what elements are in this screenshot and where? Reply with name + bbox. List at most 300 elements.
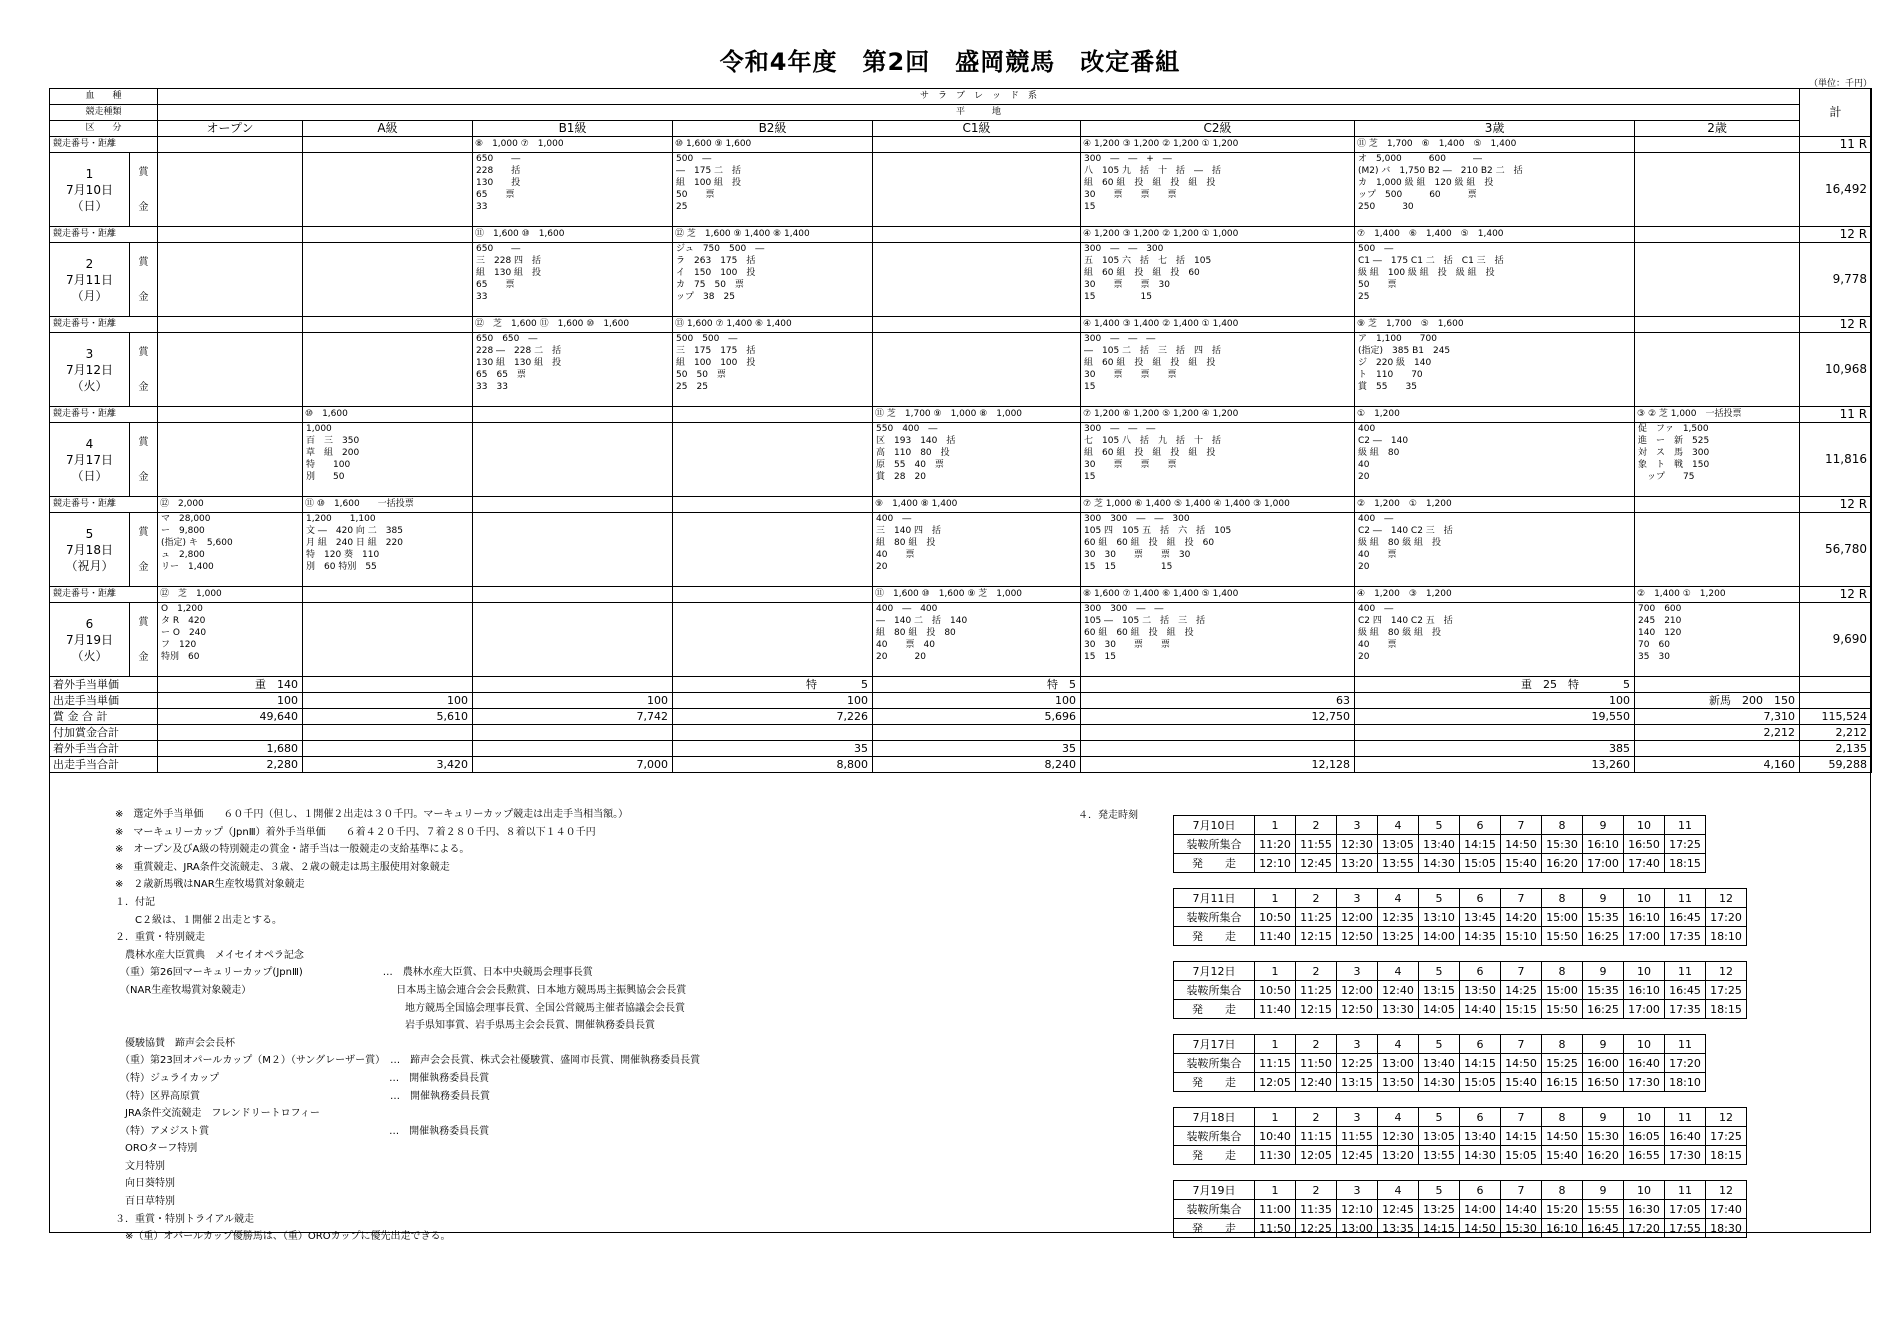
schedule-cell: 13:55 [1378,854,1419,873]
note-line: ※ 選定外手当単価 ６０千円（但し、１開催２出走は３０千円。マーキュリーカップ競走は出走手当相当額。） [115,809,629,820]
summary-cell [473,677,673,693]
day-prize-row [50,423,1872,497]
schedule-cell: 12:30 [1337,835,1378,854]
schedule-cell: 17:20 [1624,1219,1665,1238]
schedule-cell: 13:40 [1419,835,1460,854]
summary-total [1800,693,1872,709]
schedule-cell: 11:40 [1255,927,1296,946]
race-distance-row [50,497,1872,513]
race-distance-cell [873,317,1081,333]
summary-cell [673,725,873,741]
prize-cell: 650 ― 三 228 四 括 組 130 組 投 65 票 33 [473,243,673,317]
prize-cell: 500 ― C1 ― 175 C1 二 括 C1 三 括 級 組 100 級 組 投 級 組 投 50 票 25 [1355,243,1635,317]
prize-cell [303,243,473,317]
prize-cell: 500 500 ― 三 175 175 括 組 100 100 投 50 50 票 25 25 [673,333,873,407]
race-distance-cell [673,407,873,423]
schedule-cell: 12:50 [1337,927,1378,946]
schedule-cell: 10 [1624,816,1665,835]
schedule-cell: 12:25 [1337,1054,1378,1073]
schedule-cell: 14:50 [1501,1054,1542,1073]
schedule-cell: 8 [1542,889,1583,908]
note-line: C２級は、１開催２出走とする。 [115,914,282,926]
start-times-label: ４．発走時刻 [1078,810,1138,821]
schedule-row-label: 装鞍所集合 [1174,835,1255,854]
schedule-cell: 5 [1419,1108,1460,1127]
schedule-cell: 13:45 [1460,908,1501,927]
prize-cell [1635,513,1800,587]
summary-cell: 385 [1355,741,1635,757]
schedule-cell: 15:00 [1542,981,1583,1000]
prize-label [130,423,158,497]
schedule-cell: 16:45 [1583,1219,1624,1238]
day-label [50,243,130,317]
schedule-cell: 10 [1624,1108,1665,1127]
race-distance-row [50,317,1872,333]
schedule-cell: 3 [1337,1035,1378,1054]
note-line: ※（重）オパールカップ優勝馬は、（重）OROカップに優先出走できる。 [115,1231,451,1243]
schedule-cell: 15:00 [1542,908,1583,927]
schedule-cell: 17:25 [1706,981,1747,1000]
schedule-cell: 12:35 [1378,908,1419,927]
race-distance-cell: ④ 1,200 ③ 1,200 ② 1,200 ① 1,000 [1081,227,1355,243]
summary-cell: 特 5 [673,677,873,693]
prize-cell [1635,333,1800,407]
schedule-cell: 7 [1501,1108,1542,1127]
prize-cell [303,153,473,227]
schedule-cell: 15:40 [1542,1146,1583,1165]
race-distance-cell: ⑨ 1,400 ⑧ 1,400 [873,497,1081,513]
schedule-cell: 15:55 [1583,1200,1624,1219]
schedule-cell: 13:00 [1337,1219,1378,1238]
class-header-7: 2歳 [1635,121,1800,137]
race-distance-cell [1635,317,1800,333]
schedule-cell: 16:25 [1583,1000,1624,1019]
schedule-cell: 4 [1378,816,1419,835]
schedule-cell: 16:10 [1542,1219,1583,1238]
schedule-cell: 6 [1460,889,1501,908]
schedule-cell: 18:15 [1706,1146,1747,1165]
note-line: （特）区界高原賞 … 開催執務委員長賞 [115,1090,490,1102]
schedule-cell: 16:15 [1542,1073,1583,1092]
schedule-cell: 11 [1665,1108,1706,1127]
prize-cell: 550 400 ― 区 193 140 括 高 110 80 投 原 55 40 票 賞 28 20 [873,423,1081,497]
day-date: 7月10日 [66,182,113,197]
page-title: 令和4年度 第2回 盛岡競馬 改定番組 [719,48,1181,76]
schedule-cell: 16:30 [1624,1200,1665,1219]
schedule-cell: 12:30 [1378,1127,1419,1146]
schedule-cell: 12:40 [1296,1073,1337,1092]
summary-total: 2,212 [1800,725,1872,741]
race-label: 競走番号・距離 [50,227,158,243]
summary-cell: 7,226 [673,709,873,725]
note-line: 百日草特別 [115,1196,175,1208]
schedule-cell: 18:10 [1706,927,1747,946]
race-distance-cell: ⑬ 1,600 ⑦ 1,400 ⑥ 1,400 [673,317,873,333]
summary-row [50,693,1872,709]
note-line: ※ マーキュリーカップ（JpnⅢ）着外手当単価 ６着４２０千円、７着２８０千円、８着以下１４０千円 [115,826,596,838]
day-date: 7月17日 [66,452,113,467]
note-line: 農林水産大臣賞典 メイセイオペラ記念 [115,949,304,961]
start-time-table [1173,888,1747,946]
note-line: JRA条件交流競走 フレンドリートロフィー [115,1108,320,1120]
summary-cell [873,725,1081,741]
schedule-cell: 10 [1624,889,1665,908]
type-label: 競走種類 [50,105,158,121]
day-prize-row [50,333,1872,407]
schedule-row-label: 装鞍所集合 [1174,908,1255,927]
day-no: 2 [85,256,94,271]
day-label [50,603,130,677]
schedule-cell: 9 [1583,1181,1624,1200]
race-distance-cell: ⑨ 芝 1,700 ⑤ 1,600 [1355,317,1635,333]
schedule-cell: 10:50 [1255,981,1296,1000]
schedule-cell: 6 [1460,962,1501,981]
race-label: 競走番号・距離 [50,407,158,423]
note-line: ※ 重賞競走、JRA条件交流競走、３歳、２歳の競走は馬主服使用対象競走 [115,861,450,873]
schedule-cell: 7 [1501,1035,1542,1054]
schedule-row-label: 7月17日 [1174,1035,1255,1054]
schedule-row-label: 7月10日 [1174,816,1255,835]
prize-total: 56,780 [1800,513,1872,587]
schedule-cell: 12:05 [1296,1146,1337,1165]
race-distance-cell [158,317,303,333]
prize-total: 10,968 [1800,333,1872,407]
schedule-cell: 17:05 [1665,1200,1706,1219]
schedule-row-label: 発 走 [1174,1000,1255,1019]
schedule-cell: 14:50 [1542,1127,1583,1146]
summary-label: 出走手当合計 [50,757,158,773]
schedule-cell: 18:15 [1706,1000,1747,1019]
start-time-table [1173,961,1747,1019]
schedule-cell: 11:15 [1255,1054,1296,1073]
day-dow: （月） [71,288,108,303]
schedule-row-label: 7月12日 [1174,962,1255,981]
race-distance-cell: ⑪ 芝 1,700 ⑥ 1,400 ⑤ 1,400 [1355,137,1635,153]
schedule-cell: 11:20 [1255,835,1296,854]
schedule-cell: 14:15 [1501,1127,1542,1146]
schedule-cell: 4 [1378,889,1419,908]
schedule-cell: 8 [1542,1181,1583,1200]
schedule-cell: 12:15 [1296,1000,1337,1019]
schedule-cell: 17:20 [1665,1054,1706,1073]
race-distance-cell: ④ 1,200 ③ 1,200 ② 1,200 ① 1,200 [1081,137,1355,153]
prize-char: 金 [138,291,149,303]
schedule-cell: 14:30 [1460,1146,1501,1165]
schedule-cell: 17:40 [1624,854,1665,873]
note-line: （特）ジュライカップ … 開催執務委員長賞 [115,1072,490,1084]
schedule-cell: 11:25 [1296,908,1337,927]
schedule-cell: 15:40 [1501,854,1542,873]
prize-cell: マ 28,000 ー 9,800 (指定) キ 5,600 ュ 2,800 リー 1,400 [158,513,303,587]
note-line: ※ オープン及びA級の特別競走の賞金・諸手当は一般競走の支給基準による。 [115,844,470,856]
races-total: 12 R [1800,317,1872,333]
schedule-cell: 14:40 [1501,1200,1542,1219]
start-time-table [1173,815,1706,873]
summary-total: 59,288 [1800,757,1872,773]
prize-cell [473,513,673,587]
schedule-cell: 1 [1255,816,1296,835]
summary-cell: 12,128 [1081,757,1355,773]
day-dow: （火） [71,378,108,393]
prize-cell [673,603,873,677]
class-row [50,121,1872,137]
summary-total: 2,135 [1800,741,1872,757]
schedule-cell: 14:05 [1419,1000,1460,1019]
day-prize-row [50,603,1872,677]
schedule-cell: 11:35 [1296,1200,1337,1219]
race-distance-cell [1635,497,1800,513]
summary-cell: 特 5 [873,677,1081,693]
prize-cell [473,423,673,497]
schedule-cell: 16:50 [1583,1073,1624,1092]
schedule-cell: 14:30 [1419,854,1460,873]
race-distance-cell [158,137,303,153]
summary-cell: 100 [673,693,873,709]
prize-cell: 300 ― ― 300 五 105 六 括 七 括 105 組 60 組 投 組 投 60 30 票 票 30 15 15 [1081,243,1355,317]
prize-char: 金 [138,381,149,393]
schedule-cell: 7 [1501,816,1542,835]
schedule-cell: 13:10 [1419,908,1460,927]
schedule-cell: 13:15 [1419,981,1460,1000]
schedule-row-label: 装鞍所集合 [1174,981,1255,1000]
race-distance-cell: ⑪ ⑩ 1,600 一括投票 [303,497,473,513]
summary-cell: 1,680 [158,741,303,757]
prize-cell [158,153,303,227]
prize-char: 金 [138,651,149,663]
summary-label: 着外手当単価 [50,677,158,693]
day-date: 7月19日 [66,632,113,647]
prize-cell [158,423,303,497]
summary-total: 115,524 [1800,709,1872,725]
summary-cell [303,677,473,693]
schedule-cell: 10 [1624,962,1665,981]
schedule-cell: 4 [1378,1035,1419,1054]
schedule-cell: 11 [1665,816,1706,835]
schedule-cell: 13:50 [1460,981,1501,1000]
prize-label [130,333,158,407]
schedule-row-label: 発 走 [1174,1146,1255,1165]
prize-cell [158,243,303,317]
schedule-cell: 17:30 [1624,1073,1665,1092]
prize-cell: 650 650 ― 228 ― 228 二 括 130 組 130 組 投 65 65 票 33 33 [473,333,673,407]
race-distance-cell: ③ ② 芝 1,000 一括投票 [1635,407,1800,423]
schedule-cell: 2 [1296,889,1337,908]
schedule-cell: 12:45 [1378,1200,1419,1219]
prize-cell [873,333,1081,407]
prize-cell: 300 300 ― ― 105 ― 105 二 括 三 括 60 組 60 組 投 組 投 30 30 票 票 15 15 [1081,603,1355,677]
summary-cell: 12,750 [1081,709,1355,725]
schedule-cell: 5 [1419,962,1460,981]
schedule-cell: 15:25 [1542,1054,1583,1073]
schedule-cell: 15:30 [1542,835,1583,854]
schedule-cell: 13:20 [1378,1146,1419,1165]
schedule-cell: 17:25 [1706,1127,1747,1146]
summary-cell: 35 [673,741,873,757]
prize-cell: ア 1,100 700 (指定) 385 B1 245 ジ 220 級 140 ト 110 70 賞 55 35 [1355,333,1635,407]
prize-cell: 300 300 ― ― 300 105 四 105 五 括 六 括 105 60 組 60 組 投 組 投 60 30 30 票 票 30 15 15 15 [1081,513,1355,587]
schedule-row-label: 7月19日 [1174,1181,1255,1200]
schedule-cell: 14:20 [1501,908,1542,927]
day-label [50,333,130,407]
summary-cell: 13,260 [1355,757,1635,773]
schedule-cell: 4 [1378,962,1419,981]
summary-cell: 100 [473,693,673,709]
summary-label: 賞 金 合 計 [50,709,158,725]
class-header-4: C1級 [873,121,1081,137]
schedule-cell: 16:40 [1665,1127,1706,1146]
day-prize-row [50,513,1872,587]
schedule-cell: 12:45 [1296,854,1337,873]
schedule-cell: 7 [1501,889,1542,908]
race-distance-cell: ① 1,200 [1355,407,1635,423]
schedule-cell: 16:10 [1583,835,1624,854]
schedule-cell: 15:50 [1542,1000,1583,1019]
schedule-cell: 15:15 [1501,1000,1542,1019]
summary-label: 出走手当単価 [50,693,158,709]
schedule-cell: 16:25 [1583,927,1624,946]
prize-label [130,513,158,587]
note-line: 文月特別 [115,1160,165,1172]
schedule-cell: 3 [1337,962,1378,981]
schedule-cell: 8 [1542,1035,1583,1054]
race-distance-cell: ⑧ 1,600 ⑦ 1,400 ⑥ 1,400 ⑤ 1,400 [1081,587,1355,603]
schedule-cell: 15:40 [1501,1073,1542,1092]
schedule-cell: 16:00 [1583,1054,1624,1073]
schedule-cell: 13:05 [1378,835,1419,854]
race-distance-row [50,407,1872,423]
prize-cell [673,423,873,497]
class-header-2: B1級 [473,121,673,137]
note-line: １．付記 [115,896,155,908]
class-header-0: オープン [158,121,303,137]
summary-cell: 2,212 [1635,725,1800,741]
schedule-cell: 12:50 [1337,1000,1378,1019]
schedule-cell: 14:40 [1460,1000,1501,1019]
summary-label: 着外手当合計 [50,741,158,757]
race-distance-cell [473,497,673,513]
race-distance-row [50,227,1872,243]
prize-char: 金 [138,561,149,573]
schedule-cell: 1 [1255,962,1296,981]
schedule-cell: 13:25 [1419,1200,1460,1219]
prize-cell [1635,243,1800,317]
races-total: 12 R [1800,497,1872,513]
prize-cell: 1,000 百 三 350 草 組 200 特 100 別 50 [303,423,473,497]
race-distance-cell [473,407,673,423]
schedule-cell: 18:15 [1665,854,1706,873]
race-distance-cell: ⑪ 1,600 ⑩ 1,600 ⑨ 芝 1,000 [873,587,1081,603]
prize-cell [303,603,473,677]
summary-cell: 7,000 [473,757,673,773]
summary-cell: 4,160 [1635,757,1800,773]
races-total: 12 R [1800,587,1872,603]
prize-cell [303,333,473,407]
schedule-cell: 11:55 [1296,835,1337,854]
race-distance-cell [158,227,303,243]
prize-cell: ジュ 750 500 ― ラ 263 175 括 イ 150 100 投 カ 75 50 票 ップ 38 25 [673,243,873,317]
summary-row [50,757,1872,773]
schedule-cell: 3 [1337,1181,1378,1200]
race-distance-cell: ⑪ 1,600 ⑩ 1,600 [473,227,673,243]
summary-cell [1635,741,1800,757]
summary-cell: 8,240 [873,757,1081,773]
day-no: 5 [85,526,94,541]
summary-cell [1081,725,1355,741]
start-time-table [1173,1180,1747,1238]
schedule-cell: 15:20 [1542,1200,1583,1219]
race-label: 競走番号・距離 [50,587,158,603]
schedule-cell: 9 [1583,816,1624,835]
prize-cell: O 1,200 タ R 420 ー O 240 フ 120 特別 60 [158,603,303,677]
start-time-table [1173,1034,1706,1092]
schedule-cell: 14:15 [1460,835,1501,854]
schedule-cell: 16:20 [1542,854,1583,873]
schedule-cell: 12:05 [1255,1073,1296,1092]
schedule-cell: 9 [1583,1035,1624,1054]
prize-cell [873,153,1081,227]
schedule-cell: 5 [1419,1181,1460,1200]
schedule-cell: 12:00 [1337,908,1378,927]
schedule-cell: 11:30 [1255,1146,1296,1165]
class-header-3: B2級 [673,121,873,137]
schedule-cell: 11:55 [1337,1127,1378,1146]
day-no: 6 [85,616,94,631]
race-distance-cell [673,587,873,603]
race-distance-cell: ④ 1,200 ③ 1,200 [1355,587,1635,603]
summary-cell: 35 [873,741,1081,757]
day-prize-row [50,153,1872,227]
start-time-table [1173,1107,1747,1165]
schedule-cell: 14:35 [1460,927,1501,946]
day-prize-row [50,243,1872,317]
prize-char: 賞 [138,256,149,268]
schedule-cell: 18:10 [1665,1073,1706,1092]
race-distance-cell [873,227,1081,243]
note-line: 向日葵特別 [115,1178,175,1190]
schedule-cell: 14:00 [1419,927,1460,946]
schedule-cell: 11:50 [1296,1054,1337,1073]
prize-total: 9,778 [1800,243,1872,317]
notes-block [115,806,700,1246]
summary-cell [303,741,473,757]
prize-cell: 300 ― ― ― ― 105 二 括 三 括 四 括 組 60 組 投 組 投 組 投 30 票 票 票 15 [1081,333,1355,407]
schedule-cell: 13:40 [1460,1127,1501,1146]
prize-cell: オ 5,000 600 ― (M2) バ 1,750 B2 ― 210 B2 二 括 カ 1,000 級 組 120 級 組 投 ップ 500 60 票 250 30 [1355,153,1635,227]
schedule-cell: 12:10 [1337,1200,1378,1219]
schedule-cell: 17:40 [1706,1200,1747,1219]
prize-label [130,243,158,317]
schedule-cell: 13:35 [1378,1219,1419,1238]
schedule-row-label: 装鞍所集合 [1174,1054,1255,1073]
race-distance-cell: ② 1,400 ① 1,200 [1635,587,1800,603]
summary-cell [1635,677,1800,693]
prize-char: 金 [138,471,149,483]
note-line: （NAR生産牧場賞対象競走） 日本馬主協会連合会会長勲賞、日本地方競馬馬主振興協会会長賞 [115,984,687,996]
race-distance-cell [303,137,473,153]
day-date: 7月12日 [66,362,113,377]
unit-note: （単位：千円） [1808,79,1872,89]
schedule-cell: 1 [1255,889,1296,908]
schedule-cell: 3 [1337,816,1378,835]
prize-char: 賞 [138,616,149,628]
summary-cell [1081,741,1355,757]
schedule-cell: 2 [1296,1035,1337,1054]
note-line: OROターフ特別 [115,1143,198,1155]
race-distance-cell [303,317,473,333]
schedule-cell: 16:50 [1624,835,1665,854]
schedule-cell: 8 [1542,816,1583,835]
schedule-cell: 16:40 [1624,1054,1665,1073]
